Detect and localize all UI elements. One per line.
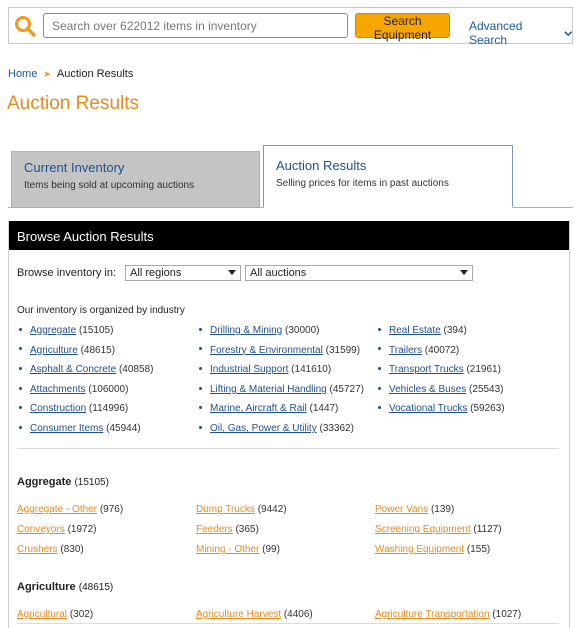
industry-item bbox=[378, 345, 505, 365]
regions-select-value: All regions bbox=[130, 267, 182, 279]
bullet-icon bbox=[378, 367, 381, 370]
industry-link[interactable]: Aggregate bbox=[30, 325, 77, 336]
subcategory-item bbox=[375, 609, 521, 620]
industry-link[interactable]: Lifting & Material Handling bbox=[210, 383, 327, 395]
industry-item bbox=[19, 384, 153, 404]
industry-item bbox=[199, 364, 364, 384]
browse-label: Browse inventory in: bbox=[17, 267, 117, 279]
industry-item bbox=[19, 423, 153, 443]
subcategory-link[interactable]: Agricultural bbox=[17, 609, 68, 620]
bullet-icon bbox=[199, 328, 202, 331]
industry-link[interactable]: Vocational Trucks bbox=[389, 403, 468, 415]
chevron-down-icon bbox=[564, 29, 573, 38]
subcategory-item bbox=[17, 609, 93, 620]
panel-header: Browse Auction Results bbox=[9, 221, 569, 250]
tab-title: Auction Results bbox=[276, 158, 367, 173]
industry-item bbox=[19, 403, 153, 423]
auctions-select[interactable] bbox=[245, 265, 473, 281]
industry-count: (45727) bbox=[329, 383, 364, 395]
subcategory-count: (302) bbox=[69, 609, 94, 620]
industry-link[interactable]: Real Estate bbox=[389, 325, 441, 336]
subcategory-link[interactable]: Agriculture Harvest bbox=[196, 609, 282, 620]
subcategory-link[interactable]: Agriculture Transportation bbox=[375, 609, 490, 620]
industry-count: (40072) bbox=[424, 344, 460, 356]
industry-item bbox=[19, 345, 153, 365]
bullet-icon bbox=[199, 367, 202, 370]
industry-count: (30000) bbox=[285, 325, 320, 336]
industry-link[interactable]: Vehicles & Buses bbox=[389, 383, 467, 395]
industry-column-3 bbox=[378, 325, 505, 423]
bullet-icon bbox=[19, 347, 22, 350]
regions-select[interactable] bbox=[125, 265, 241, 281]
industry-item bbox=[378, 325, 505, 345]
bullet-icon bbox=[199, 406, 202, 409]
subcategory-count: (1972) bbox=[67, 524, 97, 535]
browse-filter-row bbox=[17, 265, 473, 281]
subcategory-link[interactable]: Aggregate - Other bbox=[17, 504, 98, 515]
subcategory-count: (99) bbox=[262, 544, 280, 555]
industry-link[interactable]: Trailers bbox=[389, 344, 422, 356]
industry-count: (59263) bbox=[470, 403, 505, 415]
industry-item bbox=[19, 325, 153, 345]
subcategory-count: (4406) bbox=[283, 609, 313, 620]
bullet-icon bbox=[378, 387, 381, 390]
industry-count: (21961) bbox=[466, 364, 501, 376]
breadcrumb-current: Auction Results bbox=[56, 68, 134, 80]
bullet-icon bbox=[19, 387, 22, 390]
bullet-icon bbox=[19, 367, 22, 370]
subcategory-link[interactable]: Washing Equipment bbox=[375, 544, 465, 555]
subcategory-item bbox=[375, 504, 454, 515]
industry-link[interactable]: Industrial Support bbox=[210, 364, 289, 376]
industry-count: (141610) bbox=[291, 364, 332, 376]
subcategory-item bbox=[196, 609, 313, 620]
industry-link[interactable]: Asphalt & Concrete bbox=[30, 364, 117, 376]
industry-link[interactable]: Transport Trucks bbox=[389, 364, 464, 376]
industry-item bbox=[199, 384, 364, 404]
subcategory-link[interactable]: Feeders bbox=[196, 524, 233, 535]
subcategory-item bbox=[196, 524, 259, 535]
bullet-icon bbox=[199, 426, 202, 429]
breadcrumb bbox=[8, 68, 133, 80]
industry-count: (48615) bbox=[80, 344, 116, 356]
industry-count: (31599) bbox=[325, 344, 361, 356]
tab-auction-results[interactable] bbox=[263, 145, 513, 208]
subcategory-count: (976) bbox=[99, 504, 124, 515]
industry-link[interactable]: Oil, Gas, Power & Utility bbox=[210, 422, 317, 434]
industry-count: (33362) bbox=[319, 422, 354, 434]
bullet-icon bbox=[199, 347, 202, 350]
section-title-aggregate bbox=[17, 476, 109, 488]
subcategory-link[interactable]: Conveyors bbox=[17, 524, 65, 535]
tab-current-inventory[interactable] bbox=[11, 151, 260, 207]
subcategory-link[interactable]: Dump Trucks bbox=[196, 504, 255, 515]
subcategory-link[interactable]: Screening Equipment bbox=[375, 524, 471, 535]
industry-count: (25543) bbox=[469, 383, 504, 395]
industry-count: (45944) bbox=[106, 422, 141, 434]
industry-link[interactable]: Construction bbox=[30, 403, 87, 415]
tab-subtitle: Items being sold at upcoming auctions bbox=[24, 180, 195, 191]
industry-item bbox=[378, 384, 505, 404]
section-title: Aggregate bbox=[17, 476, 72, 488]
industry-link[interactable]: Forestry & Environmental bbox=[210, 344, 323, 356]
industry-count: (15105) bbox=[78, 325, 114, 336]
bullet-icon bbox=[199, 387, 202, 390]
section-count: (48615) bbox=[78, 582, 114, 593]
industry-item bbox=[199, 325, 364, 345]
industry-column-1 bbox=[19, 325, 153, 443]
subcategory-link[interactable]: Crushers bbox=[17, 544, 58, 555]
subcategory-link[interactable]: Power Vans bbox=[375, 504, 429, 515]
industry-count: (114996) bbox=[88, 403, 129, 415]
subcategory-count: (365) bbox=[235, 524, 259, 535]
industry-item bbox=[199, 403, 364, 423]
subcategory-link[interactable]: Mining - Other bbox=[196, 544, 260, 555]
subcategory-item bbox=[17, 524, 97, 535]
bullet-icon bbox=[378, 328, 381, 331]
subcategory-count: (155) bbox=[466, 544, 491, 555]
subcategory-count: (139) bbox=[430, 504, 455, 515]
breadcrumb-home[interactable]: Home bbox=[8, 68, 38, 80]
search-input[interactable] bbox=[43, 13, 348, 38]
subcategory-item bbox=[196, 504, 287, 515]
bullet-icon bbox=[19, 406, 22, 409]
subcategory-item bbox=[375, 524, 502, 535]
section-divider bbox=[17, 623, 559, 624]
advanced-search-label: Advanced Search bbox=[469, 19, 523, 47]
bullet-icon bbox=[378, 347, 381, 350]
industry-item bbox=[378, 364, 505, 384]
browse-panel bbox=[8, 221, 570, 628]
chevron-right-icon: ➤ bbox=[43, 68, 51, 79]
industry-link[interactable]: Consumer Items bbox=[30, 422, 104, 434]
industry-link[interactable]: Attachments bbox=[30, 383, 86, 395]
subcategory-count: (1027) bbox=[492, 609, 522, 620]
bullet-icon bbox=[378, 406, 381, 409]
tab-title: Current Inventory bbox=[24, 160, 125, 175]
section-title-agriculture bbox=[17, 581, 113, 593]
bullet-icon bbox=[19, 426, 22, 429]
subcategory-count: (830) bbox=[60, 544, 84, 555]
industry-item bbox=[199, 423, 364, 443]
dropdown-arrow-icon bbox=[228, 270, 236, 275]
search-icon[interactable] bbox=[13, 14, 37, 38]
subcategory-count: (9442) bbox=[257, 504, 287, 515]
advanced-search-link[interactable] bbox=[469, 19, 572, 47]
subcategory-item bbox=[196, 544, 280, 555]
industry-count: (394) bbox=[443, 325, 467, 336]
search-bar bbox=[8, 7, 573, 47]
subcategory-count: (1127) bbox=[473, 524, 502, 535]
section-count: (15105) bbox=[74, 477, 109, 488]
industry-count: (40858) bbox=[118, 364, 154, 376]
industry-count: (106000) bbox=[88, 383, 129, 395]
industry-item bbox=[199, 345, 364, 365]
industry-link[interactable]: Drilling & Mining bbox=[210, 325, 283, 336]
bullet-icon bbox=[19, 328, 22, 331]
industry-item bbox=[19, 364, 153, 384]
industry-link[interactable]: Marine, Aircraft & Rail bbox=[210, 403, 307, 415]
subcategory-item bbox=[17, 544, 84, 555]
search-equipment-button[interactable]: Search Equipment bbox=[355, 13, 450, 38]
tab-subtitle: Selling prices for items in past auctions bbox=[276, 178, 449, 189]
subcategory-item bbox=[17, 504, 123, 515]
industry-link[interactable]: Agriculture bbox=[30, 344, 78, 356]
auctions-select-value: All auctions bbox=[250, 267, 307, 279]
industry-item bbox=[378, 403, 505, 423]
page-title: Auction Results bbox=[7, 93, 140, 114]
industry-column-2 bbox=[199, 325, 364, 443]
section-divider bbox=[17, 448, 559, 449]
section-title: Agriculture bbox=[17, 581, 76, 593]
industry-count: (1447) bbox=[309, 403, 339, 415]
subcategory-item bbox=[375, 544, 490, 555]
dropdown-arrow-icon bbox=[460, 270, 468, 275]
industry-list-title: Our inventory is organized by industry bbox=[17, 305, 185, 316]
